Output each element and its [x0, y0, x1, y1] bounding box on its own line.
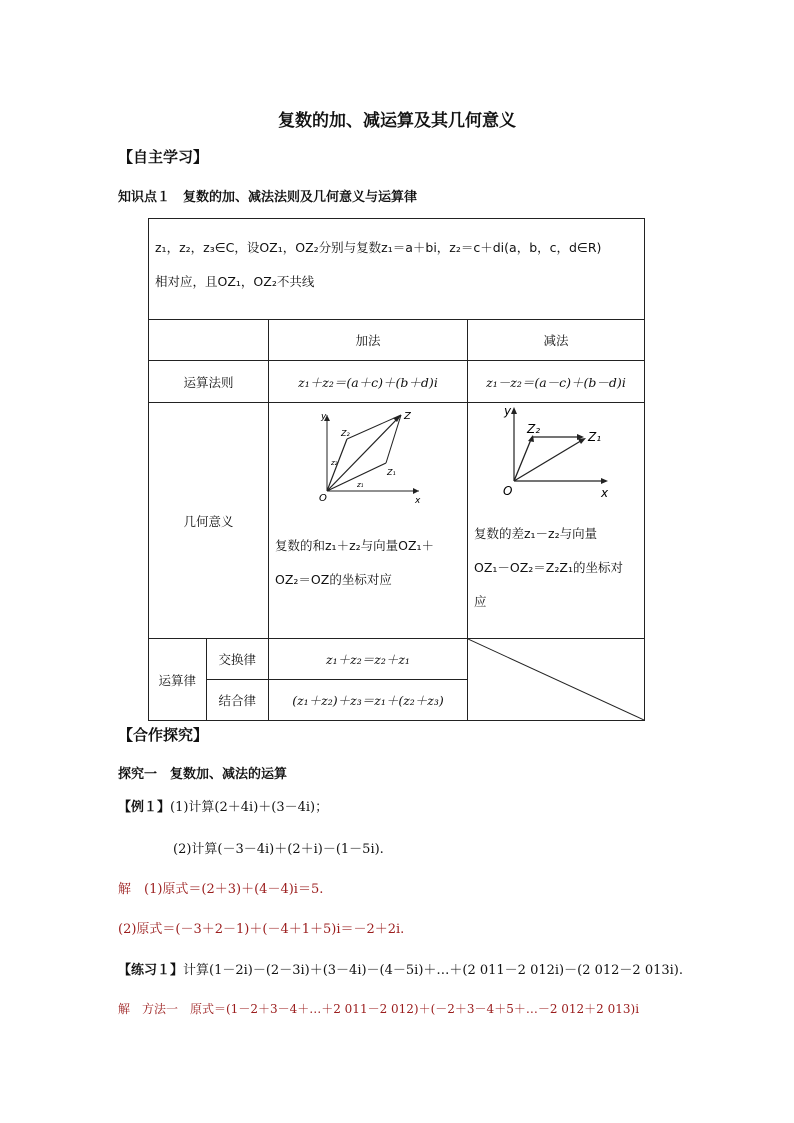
- diagonal-line: [468, 639, 644, 720]
- practice-1-text: 计算(1－2i)－(2－3i)＋(3－4i)－(4－5i)＋…＋(2 011－2 012i)－(2 012－2 013i).: [183, 963, 683, 978]
- intro-line-2: 相对应，且OZ₁，OZ₂不共线: [155, 274, 315, 289]
- intro-line-1: z₁，z₂，z₃∈C，设OZ₁，OZ₂分别与复数z₁＝a＋bi，z₂＝c＋di(a，b，c，d∈R): [155, 240, 602, 255]
- section-heading-self-study: 【自主学习】: [118, 148, 209, 166]
- fig-sub-z2-label: Z₂: [526, 422, 541, 436]
- practice-1-line: [118, 959, 683, 978]
- example-1-label: 【例１】: [118, 800, 171, 815]
- fig-add-z2-label: Z₂: [341, 429, 350, 438]
- subtraction-geometry-line-1: 复数的差z₁－z₂与向量: [473, 526, 598, 541]
- law-commutative-label: 交换律: [206, 639, 268, 680]
- fig-add-z1-label: Z₁: [387, 468, 396, 477]
- addition-geometry-line-2: OZ₂＝OZ的坐标对应: [275, 572, 392, 587]
- fig-sub-x-label: x: [600, 486, 609, 500]
- diagonal-empty-cell: [467, 639, 644, 721]
- header-empty-cell: [149, 320, 269, 361]
- explore-1-heading: 探究一 复数加、减法的运算: [118, 767, 288, 782]
- fig-add-z-label: Z: [404, 411, 411, 422]
- solution-1-line-1: 解 (1)原式＝(2＋3)＋(4－4)i＝5.: [118, 882, 324, 897]
- addition-geometry-text: [269, 511, 467, 597]
- fig-sub-origin-label: O: [502, 484, 513, 498]
- fig-add-lower-z1-label: z₁: [357, 481, 364, 489]
- example-1-part-2: (2)计算(－3－4i)＋(2＋i)－(1－5i).: [173, 842, 384, 857]
- fig-add-y-label: y: [321, 412, 327, 422]
- section-heading-cooperative: 【合作探究】: [118, 726, 209, 744]
- addition-geometry-cell: [269, 403, 468, 639]
- law-associative-label: 结合律: [206, 680, 268, 721]
- addition-rule: z₁＋z₂＝(a＋c)＋(b＋d)i: [269, 361, 468, 403]
- row-label-geometry: 几何意义: [149, 403, 269, 639]
- subtraction-geometry-cell: [467, 403, 644, 639]
- header-subtraction: 减法: [467, 320, 644, 361]
- subtraction-rule: z₁－z₂＝(a－c)＋(b－d)i: [467, 361, 644, 403]
- fig-sub-y-label: y: [503, 404, 512, 418]
- table-intro: [149, 219, 645, 320]
- row-label-laws: 运算律: [149, 639, 207, 721]
- addition-geometry-line-1: 复数的和z₁＋z₂与向量OZ₁＋: [275, 538, 435, 553]
- solution-1-line-2: (2)原式＝(－3＋2－1)＋(－4＋1＋5)i＝－2＋2i.: [118, 922, 405, 937]
- subtraction-geometry-text: [468, 503, 644, 619]
- fig-add-lower-z2-label: z₂: [331, 459, 338, 467]
- header-addition: 加法: [269, 320, 468, 361]
- example-1-line-1: [118, 796, 328, 815]
- solution-2-line: 解 方法一 原式＝(1－2＋3－4＋…＋2 011－2 012)＋(－2＋3－4＋5＋…－2 012＋2 013)i: [118, 1002, 640, 1016]
- subtraction-geometry-line-3: 应: [473, 594, 487, 609]
- subtraction-geometry-line-2: OZ₁－OZ₂＝Z₂Z₁的坐标对: [473, 560, 623, 575]
- law-commutative-formula: z₁＋z₂＝z₂＋z₁: [269, 639, 468, 680]
- addition-parallelogram-figure: [269, 403, 466, 511]
- example-1-part-1: (1)计算(2＋4i)＋(3－4i)；: [170, 800, 329, 815]
- subtraction-vector-figure: [468, 403, 643, 503]
- row-label-rule: 运算法则: [149, 361, 269, 403]
- fig-add-x-label: x: [415, 496, 421, 506]
- knowledge-point-heading: 知识点１ 复数的加、减法法则及几何意义与运算律: [118, 190, 418, 205]
- law-associative-formula: (z₁＋z₂)＋z₃＝z₁＋(z₂＋z₃): [269, 680, 468, 721]
- fig-sub-z1-label: Z₁: [587, 430, 602, 444]
- rules-table: [148, 218, 645, 721]
- fig-add-origin-label: O: [319, 493, 327, 504]
- page-title: 复数的加、减运算及其几何意义: [278, 111, 516, 131]
- practice-1-label: 【练习１】: [118, 963, 184, 978]
